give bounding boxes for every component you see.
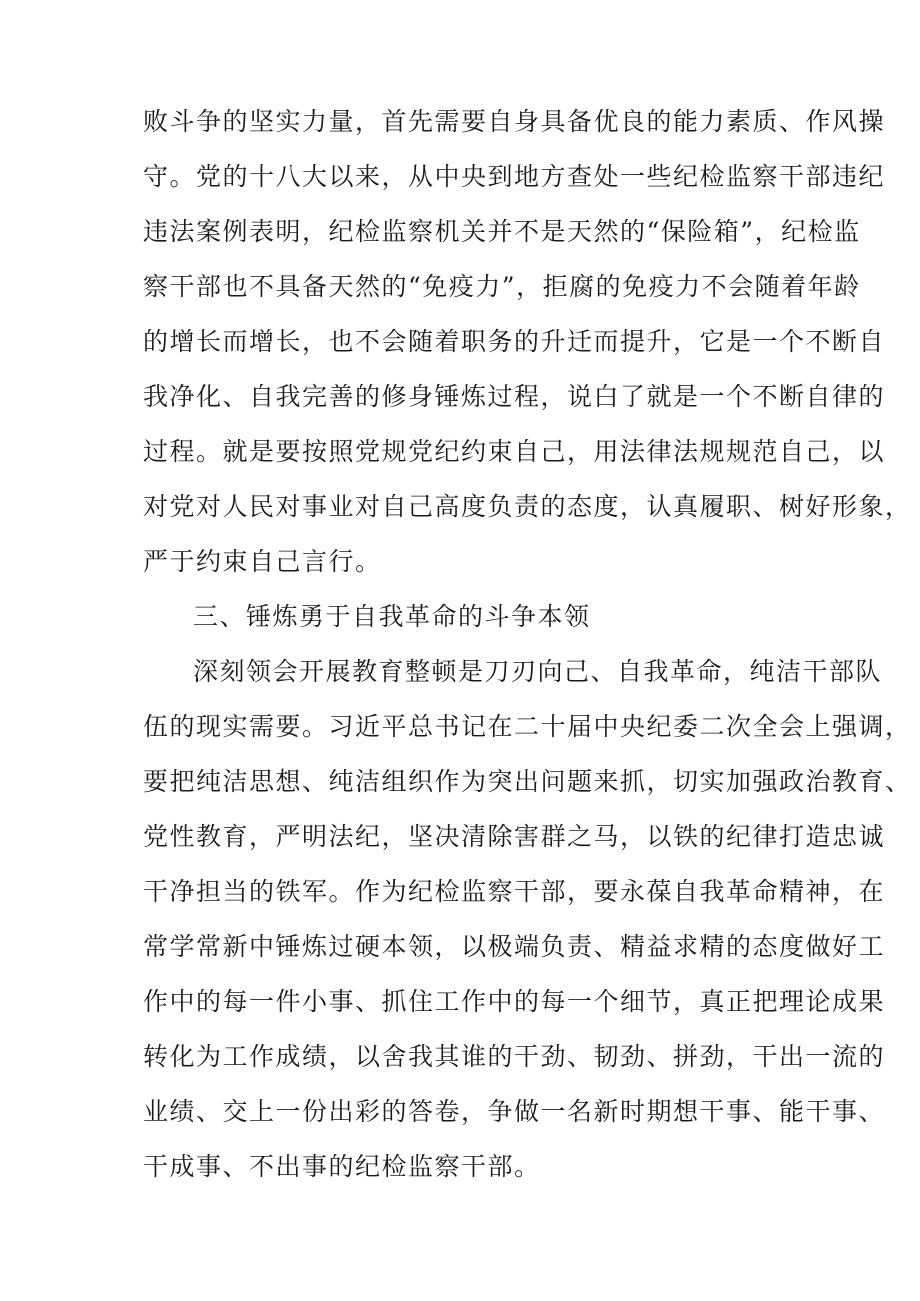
section-heading: 三、锤炼勇于自我革命的斗争本领 [193,602,591,631]
body-text-line: 败斗争的坚实力量，首先需要自身具备优良的能力素质、作风操 [143,107,886,136]
body-text-line: 党性教育，严明法纪，坚决清除害群之马，以铁的纪律打造忠诚 [143,822,886,851]
body-text-line: 干净担当的铁军。作为纪检监察干部，要永葆自我革命精神，在 [143,877,886,906]
body-text-line: 常学常新中锤炼过硬本领，以极端负责、精益求精的态度做好工 [143,932,886,961]
body-text-line: 伍的现实需要。习近平总书记在二十届中央纪委二次全会上强调， [143,712,912,741]
body-text-line: 违法案例表明，纪检监察机关并不是天然的“保险箱”，纪检监 [143,217,861,246]
body-text-line: 守。党的十八大以来，从中央到地方查处一些纪检监察干部违纪 [143,162,886,191]
body-text-line: 过程。就是要按照党规党纪约束自己，用法律法规规范自己，以 [143,437,886,466]
body-text-line: 我净化、自我完善的修身锤炼过程，说白了就是一个不断自律的 [143,382,886,411]
body-text-line: 转化为工作成绩，以舍我其谁的干劲、韧劲、拼劲，干出一流的 [143,1042,886,1071]
body-text-line: 的增长而增长，也不会随着职务的升迁而提升，它是一个不断自 [143,327,886,356]
body-text-line: 作中的每一件小事、抓住工作中的每一个细节，真正把理论成果 [143,987,886,1016]
body-text-line: 严于约束自己言行。 [143,547,382,576]
body-text-line: 深刻领会开展教育整顿是刀刃向己、自我革命，纯洁干部队 [193,657,883,686]
body-text-line: 要把纯洁思想、纯洁组织作为突出问题来抓，切实加强政治教育、 [143,767,912,796]
body-text-line: 业绩、交上一份出彩的答卷，争做一名新时期想干事、能干事、 [143,1097,886,1126]
body-text-line: 干成事、不出事的纪检监察干部。 [143,1152,541,1181]
body-text-line: 对党对人民对事业对自己高度负责的态度，认真履职、树好形象， [143,492,912,521]
body-text-line: 察干部也不具备天然的“免疫力”，拒腐的免疫力不会随着年龄 [143,272,861,301]
